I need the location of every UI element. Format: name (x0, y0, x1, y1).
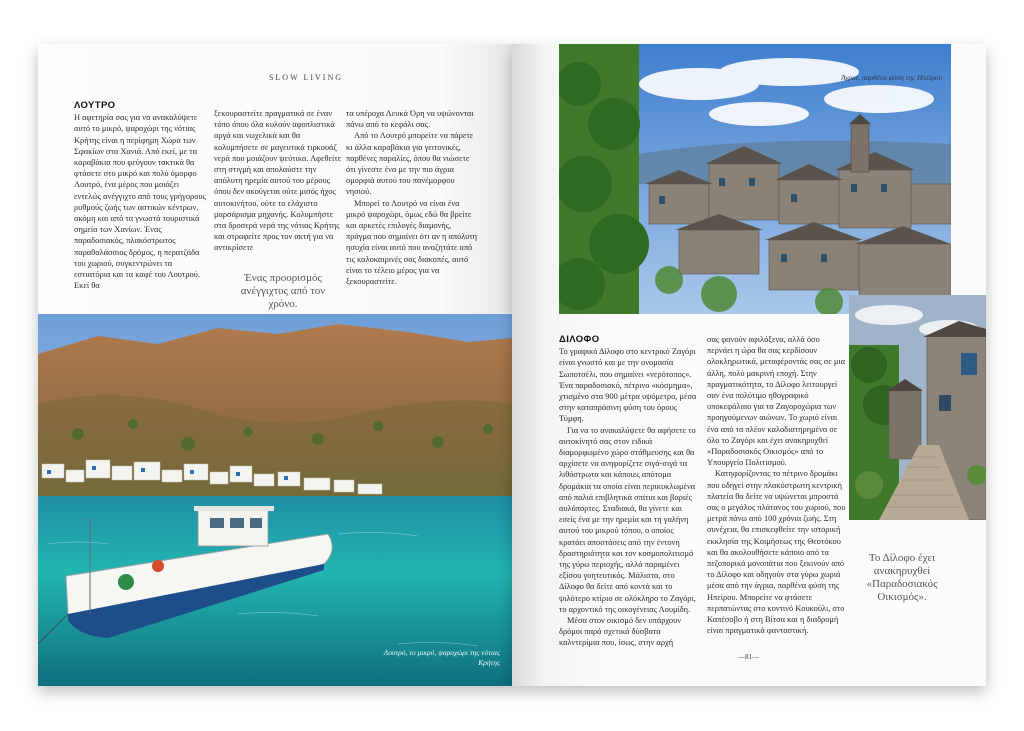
loutro-paragraph-1: Η αφετηρία σας για να ανακαλύψετε αυτό το μικρό, ψαροχώρι της νότιας Κρήτης είναι η περίφημη Χώρα των Σφακίων στα Χανιά. Από εκεί, με τα καραβάκια που φεύγουν τακτικά θα φτάσετε στο μικρό και πολύ όμορφο Λουτρό, ένα μέρος που μοιάζει εντελώς ανέγγιχτο από τους γρήγορους ρυθμούς ζωής των αστικών κέντρων, ακόμη και από τα γνωστά τουριστικά σημεία των Χανίων. Ένας παραδοσιακός, πλακόστρωτος παραθαλάσσιος δρόμος, η περατζάδα του χωριού, συγκεντρώνει τα εστιατόρια και τα καφέ του Λουτρού. Εκεί θα (74, 113, 206, 291)
loutro-harbor-photo (38, 314, 512, 686)
dilofo-alley-photo (849, 295, 986, 520)
dilofo-paragraph-1: Το γραφικό Δίλοφο στο κεντρικό Ζαγόρι είναι γνωστό και με την ονομασία Σωποτσέλι, που σημαίνει «νερότοπος». Ένα παραδοσιακό, πέτρινο «κόσμημα», χτισμένο στα 900 μέτρα υψόμετρο, μέσα στην καταπράσινη φύση του όρους Τύμφη. (559, 347, 697, 424)
dilofo-paragraph-2: Για να το ανακαλύψετε θα αφήσετε το αυτοκίνητό σας στον ειδικά διαμορφωμένο χώρο στάθμευσης και θα αρχίσετε να ανηφορίζετε σιγά-σιγά τα λιθόστρωτα και κάποιες απότομα δρομάκια τα οποία είναι περικυκλωμένα από παλιά επιβλητικά σπίτια και βαριές αυλόπορτες. Σταδιακά, θα γίνετε και εσείς ένα με την ηρεμία και τη γαλήνη αυτού του μικρού τόπου, ο οποίος κρατάει αποστάσεις από την έντονη δραστηριότητα και τον κοσμοπολιτισμό της γύρω περιοχής, αλλά παραμένει εξίσου γοητευτικός. Μάλιστα, στο Δίλοφο θα δείτε από κοντά και το ψιλότερο κτίριο σε ολόκληρο το Ζαγόρι, το αρχοντικό της οικογένειας Λουμίδη. (559, 425, 696, 614)
loutro-paragraph-2: ξεκουραστείτε πραγματικά σε έναν τόπο όπου όλα κυλούν αφοπλιστικά αργά και νωχελικά και θα κολυμπήσετε σε μαγευτικά τιρκουάζ νερά που μοιάζουν ψεύτικα. Αφεθείτε στη στιγμή και απολαύστε την απόλυτη ηρεμία αυτού του μέρους όπου δεν ακούγεται ούτε μισός ήχος αυτοκινήτου, ούτε το ελάχιστο μαρσάρισμα μηχανής. Κολυμπήστε στα δροσερά νερά της νότιας Κρήτης και στραφείτε προς τον ακτή για να αντικρίσετε (214, 109, 342, 253)
left-page (38, 44, 512, 686)
loutro-paragraph-5: Μπορεί το Λουτρό να είναι ένα μικρό ψαροχώρι, όμως εδώ θα βρείτε και αρκετές επιλογές διαμονής, πράγμα που σημαίνει ότι αν η απόλυτη ησυχία είναι αυτό που αναζητάτε από τις καλοκαιρινές σας διακοπές, αυτό είναι το τέλειο μέρος για να ξεκουραστείτε. (346, 198, 478, 287)
dilofo-village-photo (559, 44, 951, 314)
right-page (512, 44, 986, 686)
dilofo-heading: ΔΙΛΟΦΟ (559, 334, 600, 345)
loutro-column-1 (74, 100, 208, 291)
loutro-column-2 (214, 108, 346, 254)
loutro-paragraph-3: τα υπέροχα Λευκά Όρη να υψώνονται πάνω από το κεφάλι σας. (346, 109, 474, 130)
loutro-photo-caption: Λουτρό, το μικρό, ψαροχώρι της νότιας Κρήτης (383, 648, 500, 667)
section-label: SLOW LIVING (268, 73, 344, 82)
dilofo-alley-illustration (849, 295, 986, 520)
loutro-heading: ΛΟΥΤΡΟ (74, 100, 116, 111)
dilofo-column-2 (707, 334, 847, 636)
dilofo-photo-caption: Άγρια, παρθένα φύση της Ηπείρου (841, 73, 942, 82)
loutro-column-3 (346, 108, 478, 287)
page-number: —81— (738, 653, 759, 661)
pull-quote-left: Ένας προορισμός ανέγγιχτος από τον χρόνο. (240, 272, 326, 310)
loutro-paragraph-4: Από το Λουτρό μπορείτε να πάρετε κι άλλα καραβάκια για γειτονικές, παρθένες παραλίες, όπου θα νιώσετε ότι γίνεστε ένα με την πιο άγρια ομορφιά αυτού του πανέμορφου νησιού. (346, 131, 474, 197)
dilofo-paragraph-4: σας φανούν αφιλόξενα, αλλά όσο περνάει η ώρα θα σας κερδίσουν ολοκληρωτικά, μεταφέροντάς σας σε μια άλλη, πολύ μακρινή εποχή. Στην πραγματικότητα, το Δίλοφο λειτουργεί σαν ένα πολύτιμο ηθογραφικό υποκεφάλαιο για τα Ζαγοροχώρια των προηγούμενων αιώνων. Το χωριό είναι ένα από τα πλέον καλοδιατηρημένα σε όλο το Ζαγόρι και έχει ανακηρυχθεί «Παραδοσιακός Οικισμός» από το Υπουργείο Πολιτισμού. (707, 335, 846, 468)
dilofo-paragraph-3: Μέσα στον οικισμό δεν υπάρχουν δρόμοι παρά σχετικά δύσβατα καλντερίμια που, ίσως, στην αρχή (559, 616, 682, 648)
dilofo-column-1 (559, 334, 699, 649)
pull-quote-right: Το Δίλοφο έχει ανακηρυχθεί «Παραδοσιακός Οικισμός». (866, 552, 938, 603)
dilofo-paragraph-5: Κατηφορίζοντας το πέτρινο δρομάκι που οδηγεί στην πλακόστρωτη κεντρική πλατεία θα δείτε να υψώνεται μπροστά σας ο μεγάλος πλάτανος του χωριού, που μετρά πάνω από 100 χρόνια ζωής. Στη συνέχεια, θα επισκεφθείτε την ιστορική εκκλησία της Κοιμήσεως της Θεοτόκου και θα ακολουθήσετε κάποιο από τα πεζοπορικά μονοπάτια που ξεκινούν από το Δίλοφο και οδηγούν στα γύρω χωριά μέσα από την άγρια, παρθένα φύση της Ηπείρου. Μπορείτε να φτάσετε περπατώντας στο κοντινό Κουκούλι, στο Καπέσοβο ή στη Βίτσα και η διαδρομή είναι πραγματικά φανταστική. (707, 469, 846, 636)
loutro-harbor-illustration (38, 314, 512, 686)
dilofo-village-illustration (559, 44, 951, 314)
